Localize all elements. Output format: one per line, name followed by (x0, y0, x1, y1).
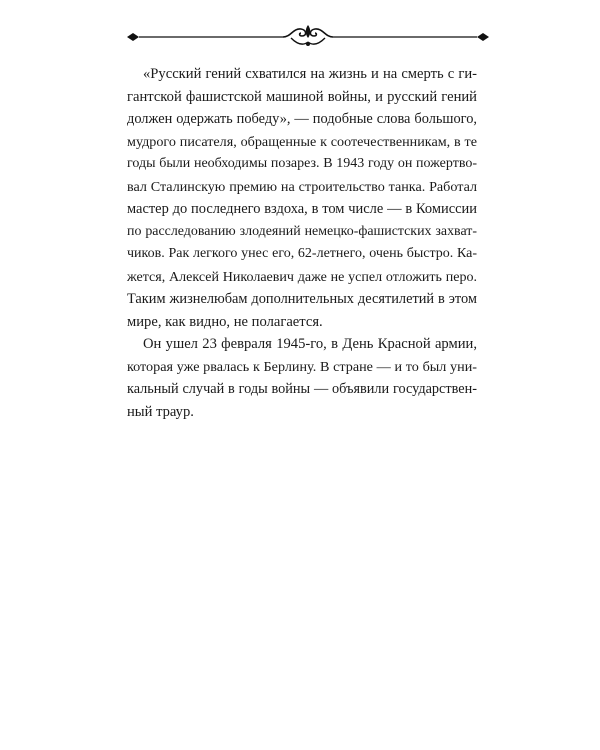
text-line: мире, как видно, не полагается. (127, 313, 323, 330)
text-line: вал Сталинскую премию на строительство танка. Работал (127, 178, 477, 195)
paragraph (127, 63, 477, 333)
text-line: Таким жизнелюбам дополнительных десятилетий в этом (127, 291, 477, 307)
paragraph (127, 333, 477, 423)
text-line: «Русский гений схватился на жизнь и на смерть с ги- (143, 66, 477, 82)
text-line: которая уже рвалась к Берлину. В стране — и то был уни- (127, 358, 477, 375)
text-line: чиков. Рак легкого унес его, 62-летнего, очень быстро. Ка- (127, 246, 477, 261)
article-body (127, 63, 477, 423)
text-line: мастер до последнего вздоха, в том числе — в Комиссии (127, 201, 477, 217)
text-line: по расследованию злодеяний немецко-фашистских захват- (127, 223, 477, 239)
text-line: кальный случай в годы войны — объявили государствен- (127, 381, 477, 397)
text-line: годы были необходимы позарез. В 1943 году он пожертво- (127, 156, 477, 171)
text-line: гантской фашистской машиной войны, и русский гений (127, 88, 477, 105)
text-line: ный траур. (127, 403, 194, 420)
text-line: мудрого писателя, обращенные к соотечественникам, в те (127, 133, 477, 150)
text-line: жется, Алексей Николаевич даже не успел отложить перо. (127, 268, 477, 285)
ornament-divider-icon (125, 22, 491, 52)
header-ornament (125, 22, 491, 52)
text-line: должен одержать победу», — подобные слова большого, (127, 111, 477, 127)
text-line: Он ушел 23 февраля 1945-го, в День Красной армии, (143, 336, 477, 352)
